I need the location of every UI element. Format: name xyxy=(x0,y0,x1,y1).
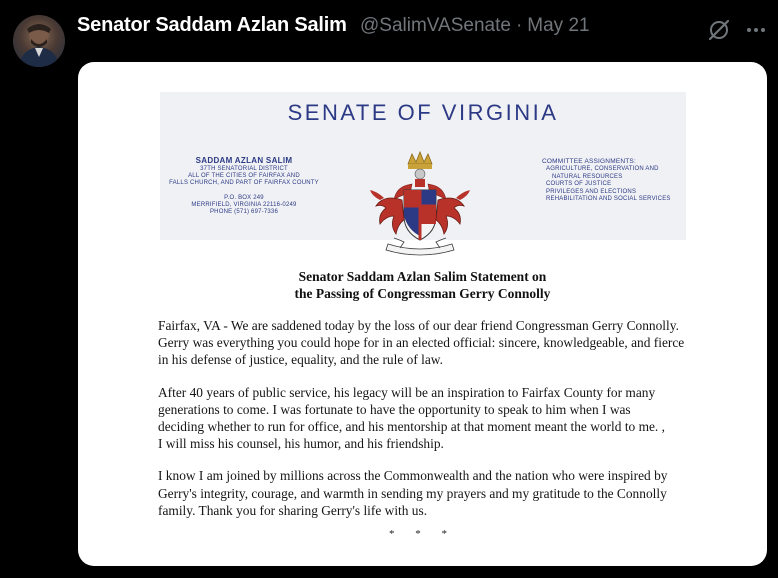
paragraph-line: Gerry's integrity, courage, and warmth in sending my prayers and my gratitude to the Connolly xyxy=(158,485,667,501)
sender-area-line-1: ALL OF THE CITIES OF FAIRFAX AND xyxy=(188,173,300,179)
paragraph-line: After 40 years of public service, his legacy will be an inspiration to Fairfax County for many xyxy=(158,384,656,400)
meta-separator: · xyxy=(515,15,523,36)
committee-item: NATURAL RESOURCES xyxy=(552,173,623,180)
paragraph-line: I know I am joined by millions across the Commonwealth and the nation who were inspired by xyxy=(158,468,668,484)
sender-block xyxy=(160,156,328,216)
committee-item: PRIVILEGES AND ELECTIONS xyxy=(546,188,637,195)
committee-item: REHABILITATION AND SOCIAL SERVICES xyxy=(546,196,671,202)
author-meta xyxy=(360,15,590,37)
statement-body xyxy=(158,317,718,534)
author-handle[interactable]: @SalimVASenate xyxy=(360,15,511,36)
avatar-portrait-icon xyxy=(13,15,65,67)
sender-city: MERRIFIELD, VIRGINIA 22116-0249 xyxy=(191,202,297,208)
paragraph-line: I will miss his counsel, his humor, and his friendship. xyxy=(158,436,444,452)
sender-district: 37TH SENATORIAL DISTRICT xyxy=(200,166,288,172)
paragraph-line: Gerry was everything you could hope for in an elected official: sincere, knowledgeable, and fierce xyxy=(158,335,685,351)
committee-heading: COMMITTEE ASSIGNMENTS: xyxy=(542,158,636,165)
statement-title-line-2: the Passing of Congressman Gerry Connolly xyxy=(294,286,551,301)
more-dots-icon[interactable] xyxy=(744,20,768,40)
sender-area-line-2: FALLS CHURCH, AND PART OF FAIRFAX COUNTY xyxy=(169,180,319,186)
tweet-media-image[interactable] xyxy=(78,62,767,566)
tweet-header xyxy=(0,0,778,62)
paragraph-line: Fairfax, VA - We are saddened today by the loss of our dear friend Congressman Gerry Connolly. xyxy=(158,318,679,333)
virginia-coat-of-arms-icon xyxy=(366,150,474,262)
sender-phone: PHONE (571) 697-7336 xyxy=(209,209,279,215)
statement-title xyxy=(78,268,767,302)
paragraph-line: family. Thank you for sharing Gerry's life with us. xyxy=(158,502,428,518)
senate-title: SENATE OF VIRGINIA xyxy=(287,100,559,125)
paragraph-line: in his defense of justice, equality, and the rule of law. xyxy=(158,352,443,368)
sender-po-box: P.O. BOX 249 xyxy=(224,195,264,201)
tweet-date[interactable]: May 21 xyxy=(527,15,590,36)
paragraph-line: deciding whether to run for office, and his mentorship at that moment meant the world to me. , xyxy=(158,419,665,435)
avatar[interactable] xyxy=(13,15,65,67)
letterhead xyxy=(160,92,686,240)
paragraph-line: generations to come. I was fortunate to have the opportunity to speak to him when I was xyxy=(158,401,631,417)
sender-name: SADDAM AZLAN SALIM xyxy=(195,156,293,165)
author-name[interactable]: Senator Saddam Azlan Salim xyxy=(77,14,347,36)
committee-block xyxy=(542,158,692,204)
committee-item: AGRICULTURE, CONSERVATION AND xyxy=(546,166,659,172)
end-mark: * * * xyxy=(389,528,456,540)
statement-title-line-1: Senator Saddam Azlan Salim Statement on xyxy=(298,269,547,284)
paragraph xyxy=(158,467,718,519)
grok-icon[interactable] xyxy=(706,17,732,43)
paragraph xyxy=(158,384,718,453)
committee-item: COURTS OF JUSTICE xyxy=(546,181,612,187)
paragraph xyxy=(158,317,718,369)
